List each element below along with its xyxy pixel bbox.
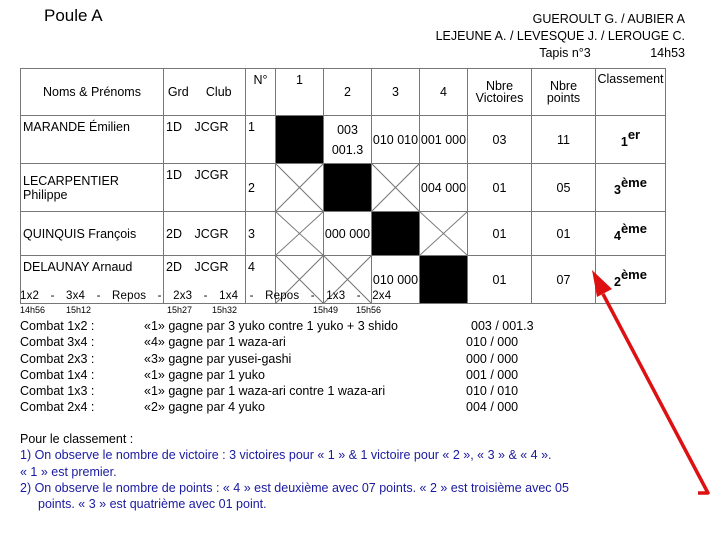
sequence-item: - — [157, 290, 162, 302]
points-value: 07 — [532, 256, 596, 304]
header-name: Noms & Prénoms — [21, 69, 164, 116]
rank-number: 3 — [614, 183, 621, 198]
victoires-value: 01 — [468, 212, 532, 256]
fight-time: 15h56 — [356, 305, 382, 315]
combat-score: 003 / 001.3 — [471, 319, 534, 333]
header-col-3: 3 — [372, 69, 420, 116]
sequence-item: Repos — [112, 290, 147, 302]
rank-number: 2 — [614, 275, 621, 290]
sequence-item: - — [249, 290, 254, 302]
combat-score: 004 / 000 — [466, 400, 519, 415]
sequence-item: 1x4 — [219, 290, 239, 302]
competitor-name: LECARPENTIER Philippe — [21, 164, 164, 212]
score-cell-1-4: 001 000 — [420, 116, 468, 164]
fight-time: 15h27 — [167, 305, 193, 315]
fight-time: 15h32 — [212, 305, 238, 315]
combat-score: 010 / 000 — [466, 335, 519, 350]
combat-label: Combat 1x4 : — [20, 367, 95, 382]
combat-label: Combat 3x4 : — [20, 335, 95, 350]
sequence-item: 2x3 — [173, 290, 193, 302]
competitor-club: JCGR — [193, 116, 246, 164]
fight-time: 15h12 — [66, 305, 92, 315]
header-col-1: 1 — [276, 69, 324, 116]
combat-score: 001 / 000 — [466, 367, 519, 382]
competitor-name: MARANDE Émilien — [21, 116, 164, 164]
victoires-value: 03 — [468, 116, 532, 164]
score-cell-2-4: 004 000 — [420, 164, 468, 212]
ranking-rule-2-result: points. « 3 » est quatrième avec 01 point. — [38, 497, 267, 512]
combat-score: 000 / 000 — [466, 351, 519, 366]
combat-score: 010 / 010 — [466, 384, 519, 399]
combat-text: «1» gagne par 1 yuko — [144, 367, 265, 382]
points-value: 05 — [532, 164, 596, 212]
judges-line: LEJEUNE A. / LEVESQUE J. / LEROUGE C. — [435, 29, 685, 43]
score-cell-1-2: 003 001.3 — [324, 116, 372, 164]
competitor-grade: 2D — [164, 212, 193, 256]
points-value: 11 — [532, 116, 596, 164]
score-cell-4-3: 010 000 — [372, 256, 420, 304]
combat-label: Combat 1x3 : — [20, 384, 95, 399]
combat-text: «1» gagne par 1 waza-ari contre 1 waza-ari — [144, 384, 386, 399]
points-value: 01 — [532, 212, 596, 256]
rank-number: 4 — [614, 229, 621, 244]
sequence-item: - — [50, 290, 55, 302]
header-col-4: 4 — [420, 69, 468, 116]
combat-label: Combat 1x2 : — [20, 319, 95, 333]
ranking-rule-1-result: « 1 » est premier. — [20, 464, 117, 479]
competitor-grade: 2D — [164, 256, 193, 304]
competitor-club: JCGR — [193, 256, 246, 304]
rank-suffix: ème — [620, 175, 647, 191]
competitor-number: 2 — [246, 164, 276, 212]
victoires-value: 01 — [468, 256, 532, 304]
referees-line: GUEROULT G. / AUBIER A — [532, 12, 685, 26]
competitor-name: QUINQUIS François — [21, 212, 164, 256]
header-club: Club — [193, 69, 246, 116]
combat-text: «2» gagne par 4 yuko — [144, 400, 265, 415]
score-cell-3-2: 000 000 — [324, 212, 372, 256]
combat-label: Combat 2x3 : — [20, 351, 95, 366]
header-num: N° — [246, 69, 276, 116]
rank-suffix: ème — [620, 221, 647, 237]
ranking-rule-1: 1) On observe le nombre de victoire : 3 victoires pour « 1 » & 1 victoire pour « 2 », « 3 » & « 4 ». — [20, 448, 552, 463]
competitor-club: JCGR — [193, 212, 246, 256]
rank-suffix: ème — [620, 267, 647, 283]
score-cell-1-3: 010 010 — [372, 116, 420, 164]
sequence-item: - — [356, 290, 361, 302]
combat-text: «3» gagne par yusei-gashi — [144, 351, 292, 366]
competitor-number: 1 — [246, 116, 276, 164]
rank-suffix: er — [627, 127, 641, 143]
competitor-grade: 1D — [164, 164, 193, 212]
header-grd: Grd — [164, 69, 193, 116]
competitor-number: 3 — [246, 212, 276, 256]
competitor-club: JCGR — [193, 164, 246, 212]
pool-title: Poule A — [44, 6, 103, 25]
combat-text: «1» gagne par 3 yuko contre 1 yuko + 3 shido — [144, 319, 398, 333]
sequence-item: - — [310, 290, 315, 302]
start-time: 14h53 — [650, 46, 685, 60]
fight-time: 14h56 — [20, 305, 46, 315]
combat-text: «4» gagne par 1 waza-ari — [144, 335, 286, 350]
header-col-2: 2 — [324, 69, 372, 116]
competitor-number: 4 — [246, 256, 276, 304]
sequence-item: 3x4 — [66, 290, 86, 302]
fight-time: 15h49 — [313, 305, 339, 315]
header-points: Nbre points — [532, 69, 596, 116]
sequence-item: - — [96, 290, 101, 302]
sequence-item: 2x4 — [372, 290, 392, 302]
victoires-value: 01 — [468, 164, 532, 212]
ranking-rule-2: 2) On observe le nombre de points : « 4 » est deuxième avec 07 points. « 2 » est troisième avec 05 — [20, 480, 569, 495]
header-victoires: Nbre Victoires — [468, 69, 532, 116]
combat-label: Combat 2x4 : — [20, 400, 95, 415]
competitor-grade: 1D — [164, 116, 193, 164]
sequence-item: 1x3 — [326, 290, 346, 302]
sequence-item: Repos — [265, 290, 300, 302]
ranking-heading: Pour le classement : — [20, 432, 134, 446]
competitor-name: DELAUNAY Arnaud — [21, 256, 164, 304]
tapis-number: Tapis n°3 — [539, 46, 591, 60]
sequence-item: - — [203, 290, 208, 302]
header-classement: Classement — [596, 69, 666, 116]
rank-number: 1 — [620, 135, 628, 150]
sequence-item: 1x2 — [20, 290, 40, 302]
